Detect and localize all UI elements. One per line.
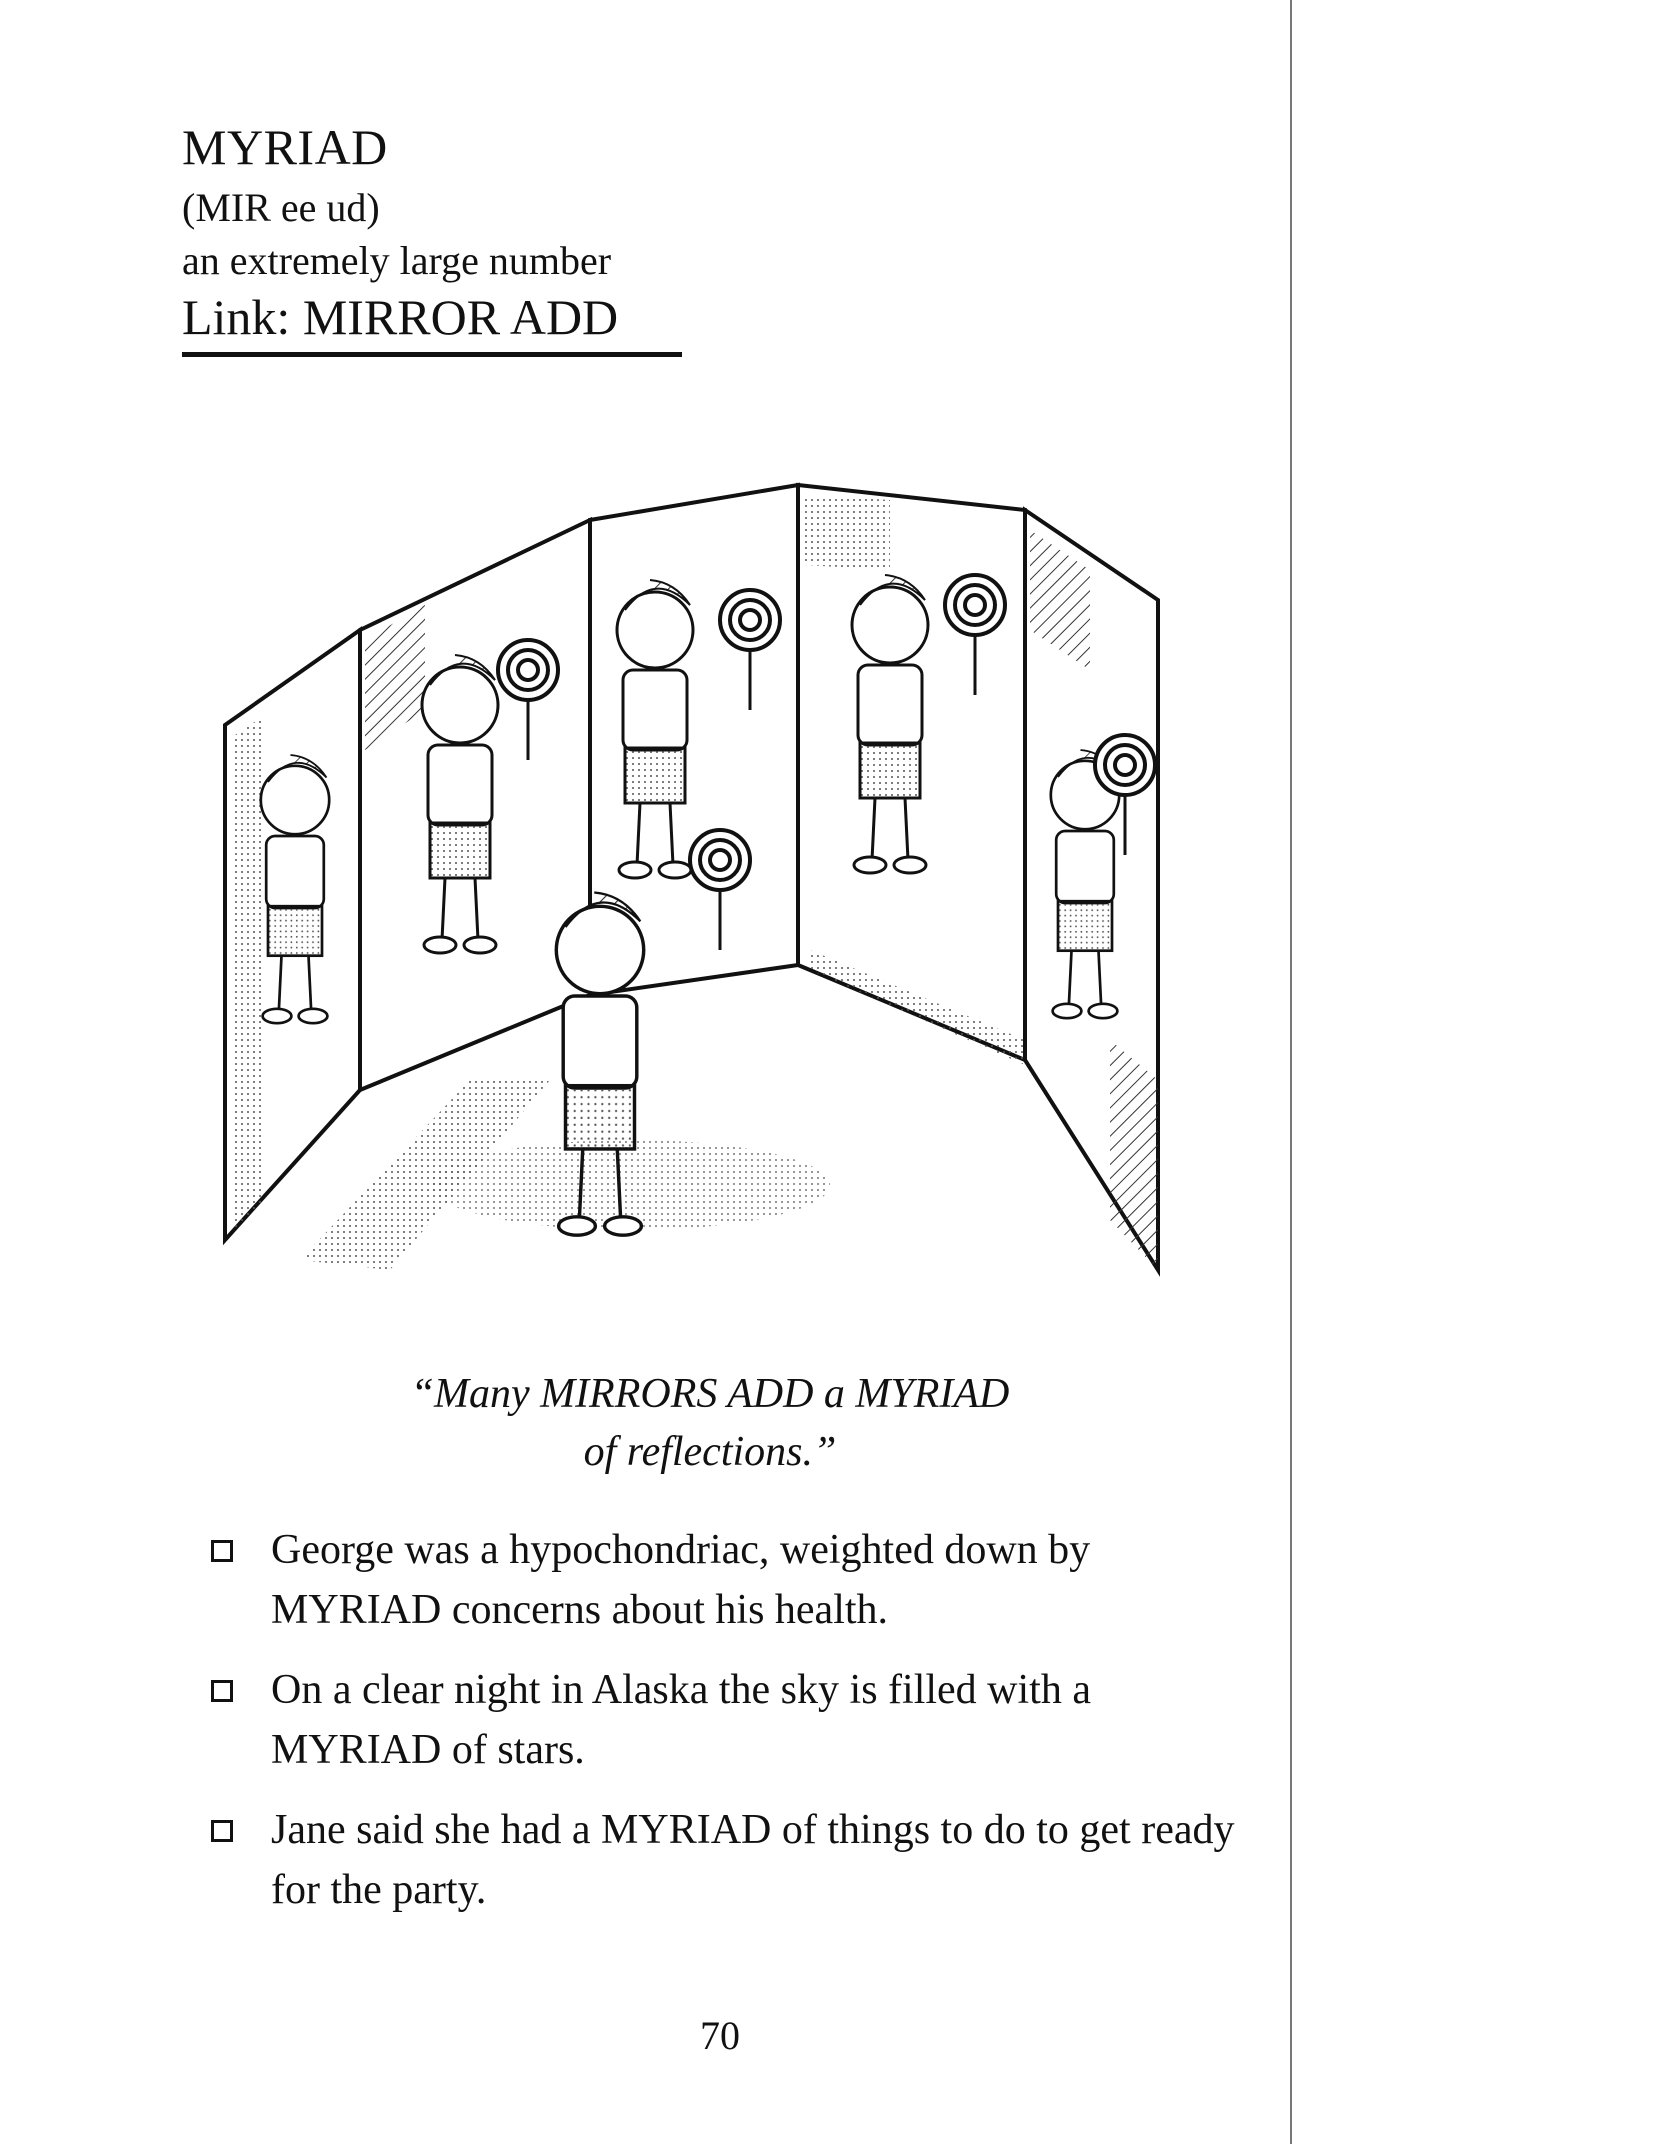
example-item <box>205 1660 1245 1780</box>
example-item <box>205 1800 1245 1920</box>
page-edge-divider <box>1290 0 1292 2144</box>
mirror-room-illustration <box>210 480 1170 1300</box>
example-sentences <box>205 1520 1245 1940</box>
caption-line-1: “Many MIRRORS ADD a MYRIAD <box>410 1371 1010 1417</box>
caption-line-2: of reflections.” <box>583 1429 837 1475</box>
link-phrase: Link: MIRROR ADD <box>182 288 682 357</box>
checkbox-icon <box>211 1820 233 1842</box>
checkbox-icon <box>211 1680 233 1702</box>
page-number: 70 <box>700 2013 740 2058</box>
headword: MYRIAD <box>182 119 388 175</box>
definition: an extremely large number <box>182 238 612 283</box>
illustration-caption <box>300 1365 1120 1481</box>
example-text: On a clear night in Alaska the sky is filled with a MYRIAD of stars. <box>271 1667 1091 1773</box>
example-item <box>205 1520 1245 1640</box>
pronunciation: (MIR ee ud) <box>182 185 380 230</box>
checkbox-icon <box>211 1540 233 1562</box>
example-text: George was a hypochondriac, weighted down by MYRIAD concerns about his health. <box>271 1527 1091 1633</box>
example-text: Jane said she had a MYRIAD of things to do to get ready for the party. <box>271 1807 1235 1913</box>
